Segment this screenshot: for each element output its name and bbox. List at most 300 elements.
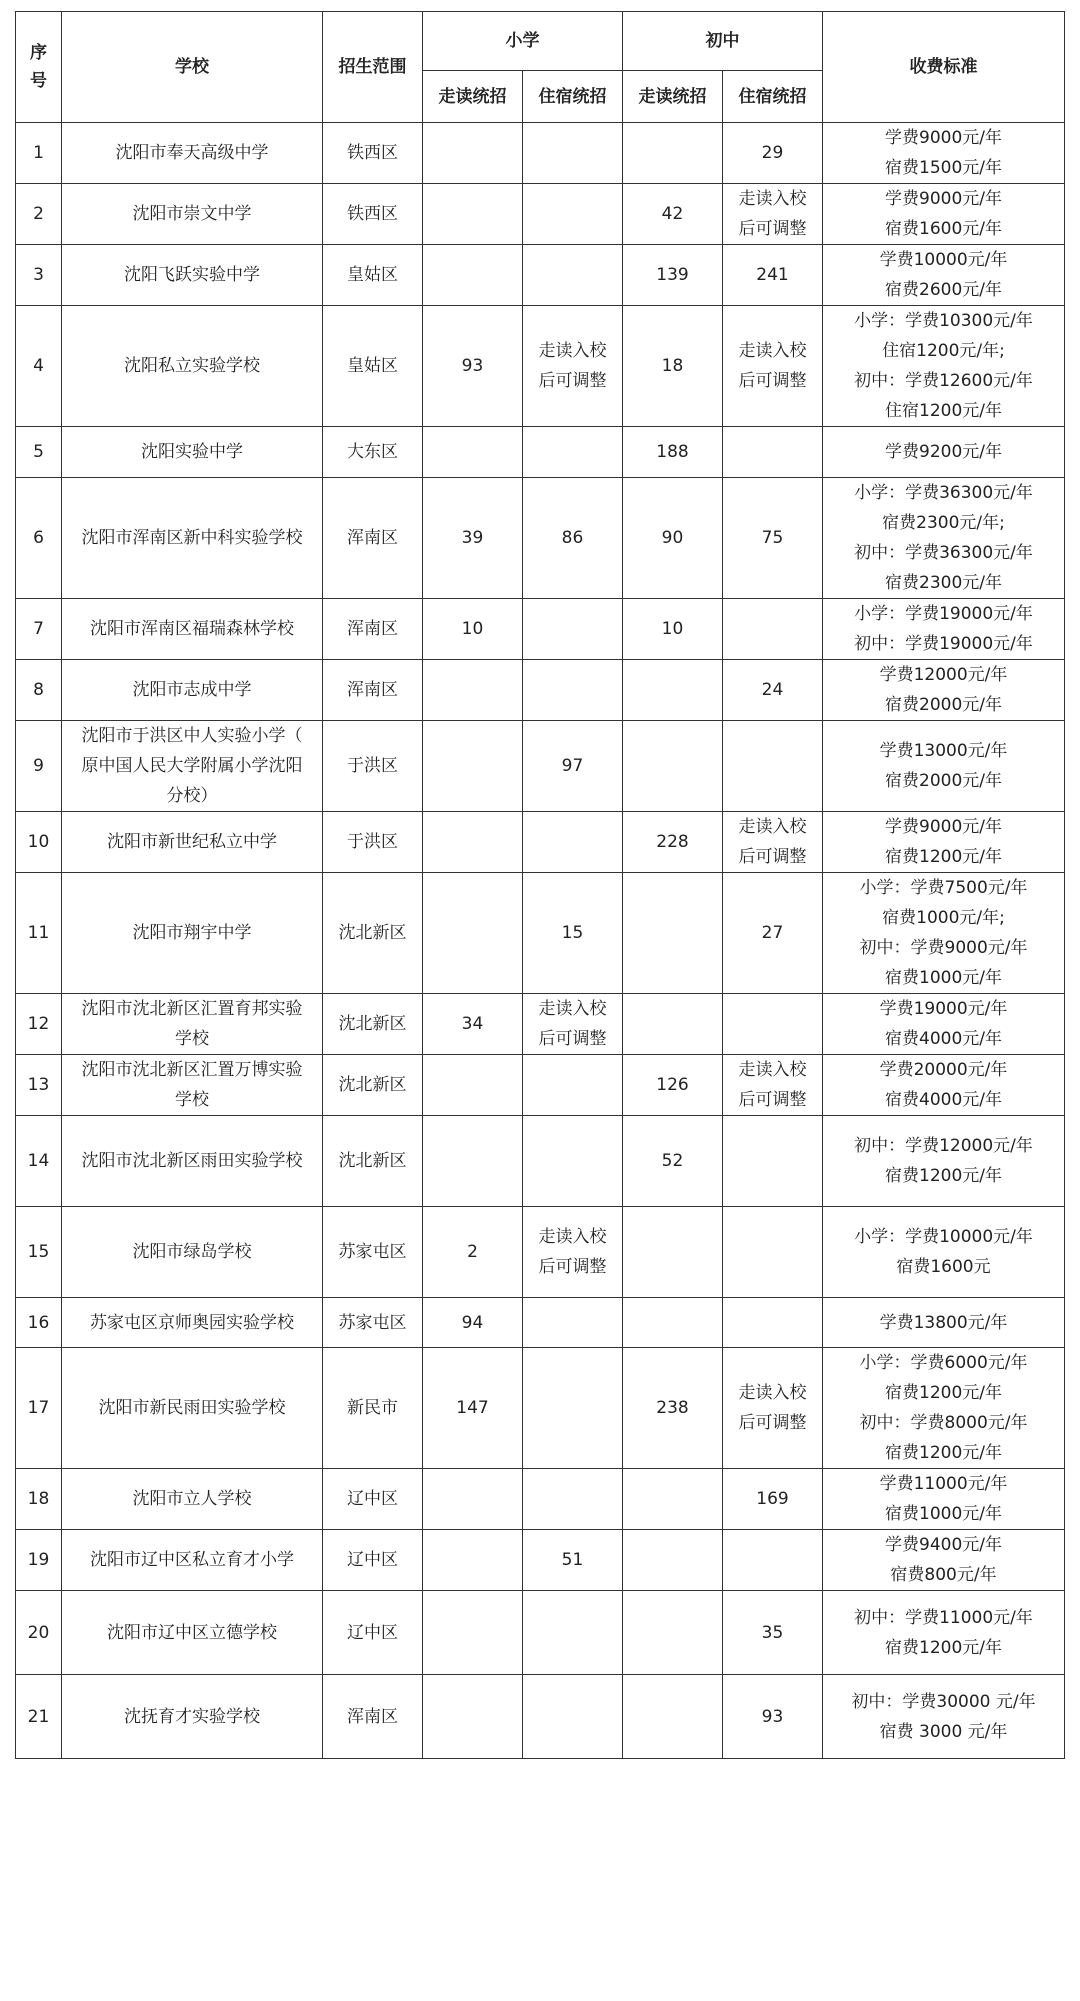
cell-school-line: 沈阳市沈北新区汇置育邦实验 <box>81 999 303 1019</box>
cell-fee-line: 宿费1200元/年 <box>885 1637 1002 1658</box>
cell-fee <box>823 1530 1065 1591</box>
cell-fee-line: 初中：学费8000元/年 <box>859 1413 1028 1433</box>
cell-junior-board-line: 27 <box>761 923 784 943</box>
cell-primary-walk <box>423 1055 523 1116</box>
cell-primary-board-line: 后可调整 <box>538 1029 607 1049</box>
cell-junior-board <box>723 245 823 306</box>
cell-junior-walk-line: 52 <box>661 1151 684 1171</box>
cell-junior-walk <box>623 873 723 994</box>
cell-fee <box>823 812 1065 873</box>
cell-school-line: 沈阳市绿岛学校 <box>132 1242 252 1262</box>
table-row <box>16 1591 1065 1675</box>
cell-fee-line: 宿费2000元/年 <box>885 695 1002 715</box>
cell-junior-walk <box>623 1298 723 1348</box>
cell-fee-line: 住宿1200元/年 <box>885 401 1002 421</box>
cell-fee-line: 小学：学费10000元/年 <box>854 1227 1033 1247</box>
cell-primary-board <box>523 1055 623 1116</box>
cell-junior-walk-line: 10 <box>661 619 684 639</box>
cell-range: 沈北新区 <box>323 1055 423 1116</box>
cell-junior-board-line: 24 <box>761 680 784 700</box>
table-row <box>16 873 1065 994</box>
cell-primary-board <box>523 1298 623 1348</box>
cell-range: 大东区 <box>323 427 423 478</box>
cell-primary-walk <box>423 660 523 721</box>
cell-junior-board <box>723 306 823 427</box>
cell-junior-board-line: 走读入校 <box>738 189 807 209</box>
cell-junior-walk <box>623 1530 723 1591</box>
cell-school-line: 沈阳飞跃实验中学 <box>124 265 260 285</box>
table-row <box>16 427 1065 478</box>
cell-junior-board <box>723 1116 823 1207</box>
cell-school <box>62 873 323 994</box>
cell-seq: 1 <box>16 123 62 184</box>
cell-school <box>62 812 323 873</box>
cell-school <box>62 1055 323 1116</box>
cell-fee-line: 宿费1200元/年 <box>885 847 1002 867</box>
cell-fee-line: 宿费2600元/年 <box>885 280 1002 300</box>
cell-junior-board-line: 走读入校 <box>738 817 807 837</box>
cell-fee <box>823 1207 1065 1298</box>
cell-junior-board <box>723 994 823 1055</box>
cell-primary-board <box>523 994 623 1055</box>
cell-seq: 14 <box>16 1116 62 1207</box>
cell-fee <box>823 123 1065 184</box>
cell-fee-line: 学费9000元/年 <box>885 128 1002 148</box>
cell-primary-board-line: 15 <box>561 923 584 943</box>
cell-junior-walk <box>623 994 723 1055</box>
cell-school <box>62 1116 323 1207</box>
cell-fee-line: 宿费1000元/年; <box>882 908 1005 928</box>
cell-junior-board-line: 169 <box>756 1489 789 1509</box>
cell-junior-board-line: 后可调整 <box>738 371 807 391</box>
cell-primary-board <box>523 660 623 721</box>
cell-junior-walk-line: 126 <box>656 1075 689 1095</box>
cell-school-line: 沈阳市辽中区私立育才小学 <box>90 1550 294 1570</box>
cell-fee-line: 宿费 3000 元/年 <box>879 1721 1008 1742</box>
cell-fee-line: 宿费1600元/年 <box>885 219 1002 239</box>
table-row <box>16 994 1065 1055</box>
table-row <box>16 812 1065 873</box>
table-row <box>16 1116 1065 1207</box>
cell-school-line: 沈阳市崇文中学 <box>132 204 252 224</box>
cell-seq: 9 <box>16 721 62 812</box>
cell-junior-board <box>723 1530 823 1591</box>
cell-school-line: 沈阳市沈北新区雨田实验学校 <box>81 1151 303 1171</box>
cell-junior-walk <box>623 1469 723 1530</box>
table-row <box>16 123 1065 184</box>
cell-range: 苏家屯区 <box>323 1298 423 1348</box>
cell-fee-line: 小学：学费36300元/年 <box>854 483 1033 503</box>
cell-range: 新民市 <box>323 1348 423 1469</box>
cell-fee-line: 住宿1200元/年; <box>882 341 1005 361</box>
cell-range: 皇姑区 <box>323 245 423 306</box>
cell-school <box>62 184 323 245</box>
cell-fee-line: 宿费1200元/年 <box>885 1383 1002 1403</box>
cell-junior-walk-line: 228 <box>656 832 689 852</box>
cell-junior-board <box>723 873 823 994</box>
cell-school <box>62 427 323 478</box>
cell-primary-walk-line: 2 <box>467 1242 478 1262</box>
cell-fee <box>823 660 1065 721</box>
cell-primary-board <box>523 812 623 873</box>
cell-fee-line: 小学：学费6000元/年 <box>859 1353 1028 1373</box>
cell-primary-board <box>523 1348 623 1469</box>
cell-junior-board <box>723 427 823 478</box>
cell-junior-walk-line: 90 <box>661 528 684 548</box>
cell-school <box>62 994 323 1055</box>
cell-school-line: 沈阳市于洪区中人实验小学（ <box>81 726 303 746</box>
cell-junior-board-line: 241 <box>756 265 789 285</box>
cell-primary-board-line: 走读入校 <box>538 999 607 1019</box>
cell-fee <box>823 1298 1065 1348</box>
cell-primary-walk <box>423 184 523 245</box>
cell-seq: 15 <box>16 1207 62 1298</box>
cell-school <box>62 478 323 599</box>
cell-fee <box>823 427 1065 478</box>
cell-fee-line: 学费12000元/年 <box>879 665 1008 685</box>
cell-fee-line: 宿费4000元/年 <box>885 1090 1002 1110</box>
header-range: 招生范围 <box>323 12 423 123</box>
cell-range: 沈北新区 <box>323 994 423 1055</box>
cell-fee-line: 宿费1200元/年 <box>885 1166 1002 1186</box>
cell-junior-board-line: 走读入校 <box>738 341 807 361</box>
table-row <box>16 306 1065 427</box>
table-row <box>16 1348 1065 1469</box>
cell-school-line: 沈阳市浑南区新中科实验学校 <box>81 528 303 548</box>
cell-primary-board <box>523 1469 623 1530</box>
cell-primary-board <box>523 245 623 306</box>
cell-school-line: 分校） <box>166 786 218 806</box>
cell-school <box>62 245 323 306</box>
cell-junior-walk <box>623 721 723 812</box>
cell-primary-board-line: 走读入校 <box>538 1227 607 1247</box>
cell-seq: 3 <box>16 245 62 306</box>
cell-range: 辽中区 <box>323 1530 423 1591</box>
cell-seq: 18 <box>16 1469 62 1530</box>
cell-junior-walk <box>623 245 723 306</box>
cell-fee <box>823 184 1065 245</box>
cell-fee-line: 初中：学费36300元/年 <box>854 543 1033 563</box>
cell-fee-line: 宿费1000元/年 <box>885 1504 1002 1524</box>
cell-junior-board <box>723 1591 823 1675</box>
cell-seq: 11 <box>16 873 62 994</box>
cell-primary-walk <box>423 478 523 599</box>
cell-junior-board <box>723 721 823 812</box>
cell-fee <box>823 599 1065 660</box>
table-row <box>16 599 1065 660</box>
cell-school <box>62 1591 323 1675</box>
cell-school <box>62 660 323 721</box>
table-row <box>16 1469 1065 1530</box>
cell-school-line: 沈阳私立实验学校 <box>124 356 260 376</box>
cell-junior-walk-line: 139 <box>656 265 689 285</box>
cell-seq: 12 <box>16 994 62 1055</box>
cell-fee <box>823 1348 1065 1469</box>
header-primary-board: 住宿统招 <box>523 71 623 123</box>
cell-fee-line: 宿费1000元/年 <box>885 968 1002 988</box>
cell-fee <box>823 721 1065 812</box>
cell-range: 铁西区 <box>323 184 423 245</box>
cell-junior-walk <box>623 123 723 184</box>
cell-fee <box>823 245 1065 306</box>
cell-junior-board <box>723 812 823 873</box>
cell-junior-walk <box>623 1207 723 1298</box>
cell-primary-walk <box>423 1675 523 1759</box>
cell-junior-board-line: 后可调整 <box>738 1090 807 1110</box>
cell-primary-board <box>523 721 623 812</box>
cell-junior-board-line: 走读入校 <box>738 1060 807 1080</box>
cell-primary-walk-line: 147 <box>456 1398 489 1418</box>
cell-primary-board <box>523 1207 623 1298</box>
cell-primary-board <box>523 123 623 184</box>
header-junior: 初中 <box>623 12 823 71</box>
cell-junior-board <box>723 1469 823 1530</box>
table-row <box>16 1298 1065 1348</box>
cell-junior-board-line: 35 <box>761 1622 784 1643</box>
cell-junior-walk <box>623 306 723 427</box>
cell-junior-walk <box>623 812 723 873</box>
cell-seq: 21 <box>16 1675 62 1759</box>
cell-primary-walk <box>423 1530 523 1591</box>
cell-school-line: 苏家屯区京师奥园实验学校 <box>90 1312 294 1333</box>
cell-fee <box>823 1055 1065 1116</box>
cell-primary-board-line: 走读入校 <box>538 341 607 361</box>
cell-primary-walk <box>423 721 523 812</box>
table-row <box>16 1675 1065 1759</box>
table-row <box>16 184 1065 245</box>
cell-fee-line: 初中：学费12600元/年 <box>854 371 1033 391</box>
cell-school-line: 沈阳市浑南区福瑞森林学校 <box>90 619 294 639</box>
cell-fee-line: 初中：学费11000元/年 <box>854 1607 1033 1628</box>
cell-fee-line: 学费9200元/年 <box>885 442 1002 462</box>
cell-primary-walk <box>423 427 523 478</box>
cell-primary-board-line: 86 <box>561 528 584 548</box>
cell-junior-walk <box>623 1055 723 1116</box>
cell-junior-walk <box>623 660 723 721</box>
cell-fee-line: 学费13800元/年 <box>879 1312 1008 1333</box>
header-fee: 收费标准 <box>823 12 1065 123</box>
cell-school <box>62 1298 323 1348</box>
cell-seq: 19 <box>16 1530 62 1591</box>
cell-junior-walk <box>623 478 723 599</box>
cell-fee <box>823 1116 1065 1207</box>
cell-school-line: 沈阳市新世纪私立中学 <box>107 832 277 852</box>
cell-primary-walk <box>423 306 523 427</box>
cell-primary-walk <box>423 1116 523 1207</box>
cell-fee <box>823 306 1065 427</box>
cell-primary-board <box>523 1116 623 1207</box>
cell-junior-board-line: 走读入校 <box>738 1383 807 1403</box>
cell-school <box>62 1207 323 1298</box>
cell-junior-walk <box>623 1348 723 1469</box>
cell-range: 皇姑区 <box>323 306 423 427</box>
cell-primary-walk <box>423 1469 523 1530</box>
cell-primary-board <box>523 478 623 599</box>
cell-school-line: 学校 <box>175 1090 209 1110</box>
cell-fee-line: 学费9000元/年 <box>885 817 1002 837</box>
header-primary: 小学 <box>423 12 623 71</box>
cell-fee-line: 宿费800元/年 <box>890 1565 997 1585</box>
cell-fee-line: 初中：学费19000元/年 <box>854 634 1033 654</box>
cell-primary-walk <box>423 1298 523 1348</box>
cell-school-line: 沈阳市立人学校 <box>132 1489 252 1509</box>
cell-school-line: 学校 <box>175 1029 209 1049</box>
cell-fee <box>823 873 1065 994</box>
table-row <box>16 1207 1065 1298</box>
cell-fee <box>823 994 1065 1055</box>
cell-primary-walk-line: 34 <box>461 1014 484 1034</box>
cell-junior-board-line: 后可调整 <box>738 1413 807 1433</box>
cell-school <box>62 1348 323 1469</box>
cell-school-line: 沈阳市新民雨田实验学校 <box>98 1398 286 1418</box>
cell-fee-line: 初中：学费12000元/年 <box>854 1136 1033 1156</box>
table-row <box>16 1530 1065 1591</box>
cell-junior-board-line: 后可调整 <box>738 219 807 239</box>
cell-range: 浑南区 <box>323 1675 423 1759</box>
cell-fee-line: 小学：学费10300元/年 <box>854 311 1033 331</box>
cell-school-line: 原中国人民大学附属小学沈阳 <box>81 756 303 776</box>
header-seq: 序号 <box>16 12 62 123</box>
cell-junior-board <box>723 478 823 599</box>
cell-primary-walk <box>423 1591 523 1675</box>
cell-junior-walk <box>623 184 723 245</box>
cell-range: 铁西区 <box>323 123 423 184</box>
cell-school-line: 沈阳实验中学 <box>141 442 243 462</box>
cell-fee-line: 学费13000元/年 <box>879 741 1008 761</box>
header-primary-walk: 走读统招 <box>423 71 523 123</box>
cell-fee-line: 学费10000元/年 <box>879 250 1008 270</box>
cell-fee-line: 小学：学费19000元/年 <box>854 604 1033 624</box>
cell-seq: 16 <box>16 1298 62 1348</box>
cell-junior-walk-line: 188 <box>656 442 689 462</box>
header-row-top <box>16 12 1065 71</box>
cell-primary-board <box>523 306 623 427</box>
cell-range: 于洪区 <box>323 721 423 812</box>
header-junior-board: 住宿统招 <box>723 71 823 123</box>
cell-primary-board <box>523 599 623 660</box>
cell-primary-board <box>523 427 623 478</box>
cell-primary-walk-line: 39 <box>461 528 484 548</box>
cell-fee-line: 宿费2300元/年; <box>882 513 1005 533</box>
cell-primary-walk <box>423 1348 523 1469</box>
cell-fee-line: 宿费4000元/年 <box>885 1029 1002 1049</box>
cell-primary-board <box>523 1530 623 1591</box>
cell-school-line: 沈阳市奉天高级中学 <box>115 143 269 163</box>
cell-junior-board-line: 93 <box>761 1706 784 1727</box>
cell-fee <box>823 1675 1065 1759</box>
cell-junior-walk <box>623 1116 723 1207</box>
cell-seq: 13 <box>16 1055 62 1116</box>
cell-primary-walk <box>423 123 523 184</box>
cell-fee <box>823 1469 1065 1530</box>
cell-primary-walk <box>423 599 523 660</box>
cell-junior-board-line: 后可调整 <box>738 847 807 867</box>
cell-primary-walk <box>423 994 523 1055</box>
cell-primary-board <box>523 1591 623 1675</box>
table-row <box>16 1055 1065 1116</box>
cell-junior-board-line: 29 <box>761 143 784 163</box>
cell-junior-board <box>723 1298 823 1348</box>
cell-junior-walk-line: 238 <box>656 1398 689 1418</box>
cell-junior-walk <box>623 599 723 660</box>
cell-primary-board-line: 后可调整 <box>538 1257 607 1277</box>
cell-range: 辽中区 <box>323 1469 423 1530</box>
cell-primary-walk <box>423 1207 523 1298</box>
cell-school-line: 沈抚育才实验学校 <box>124 1706 260 1727</box>
cell-range: 浑南区 <box>323 660 423 721</box>
cell-junior-walk-line: 18 <box>661 356 684 376</box>
cell-junior-walk <box>623 1591 723 1675</box>
cell-fee-line: 宿费1600元 <box>896 1257 991 1277</box>
cell-primary-walk <box>423 245 523 306</box>
cell-junior-board <box>723 1675 823 1759</box>
cell-seq: 17 <box>16 1348 62 1469</box>
cell-range: 浑南区 <box>323 478 423 599</box>
cell-seq: 20 <box>16 1591 62 1675</box>
cell-school-line: 沈阳市沈北新区汇置万博实验 <box>81 1060 303 1080</box>
cell-junior-board <box>723 123 823 184</box>
cell-fee-line: 学费20000元/年 <box>879 1060 1008 1080</box>
cell-school <box>62 721 323 812</box>
cell-junior-board <box>723 1348 823 1469</box>
cell-seq: 8 <box>16 660 62 721</box>
cell-fee-line: 学费19000元/年 <box>879 999 1008 1019</box>
cell-fee-line: 小学：学费7500元/年 <box>859 878 1028 898</box>
header-junior-walk: 走读统招 <box>623 71 723 123</box>
table-row <box>16 721 1065 812</box>
cell-range: 浑南区 <box>323 599 423 660</box>
cell-primary-board-line: 51 <box>561 1550 584 1570</box>
cell-school <box>62 306 323 427</box>
cell-range: 苏家屯区 <box>323 1207 423 1298</box>
cell-fee-line: 学费9000元/年 <box>885 189 1002 209</box>
table-body <box>16 123 1065 1759</box>
cell-school <box>62 1530 323 1591</box>
cell-primary-walk <box>423 812 523 873</box>
cell-fee <box>823 478 1065 599</box>
cell-seq: 5 <box>16 427 62 478</box>
cell-school-line: 沈阳市辽中区立德学校 <box>107 1622 277 1643</box>
cell-junior-board <box>723 184 823 245</box>
cell-primary-board-line: 后可调整 <box>538 371 607 391</box>
cell-fee-line: 宿费2000元/年 <box>885 771 1002 791</box>
cell-school <box>62 1469 323 1530</box>
cell-fee-line: 宿费1200元/年 <box>885 1443 1002 1463</box>
cell-primary-walk-line: 94 <box>461 1312 484 1333</box>
school-fee-table <box>15 11 1065 1759</box>
header-school: 学校 <box>62 12 323 123</box>
cell-fee-line: 初中：学费30000 元/年 <box>851 1691 1036 1712</box>
cell-seq: 2 <box>16 184 62 245</box>
cell-primary-board <box>523 184 623 245</box>
cell-seq: 4 <box>16 306 62 427</box>
cell-range: 沈北新区 <box>323 873 423 994</box>
cell-fee-line: 宿费1500元/年 <box>885 158 1002 178</box>
cell-junior-walk-line: 42 <box>661 204 684 224</box>
cell-junior-walk <box>623 1675 723 1759</box>
cell-primary-board <box>523 873 623 994</box>
cell-junior-walk <box>623 427 723 478</box>
cell-primary-board-line: 97 <box>561 756 584 776</box>
cell-primary-walk-line: 93 <box>461 356 484 376</box>
cell-fee-line: 学费9400元/年 <box>885 1535 1002 1555</box>
cell-primary-board <box>523 1675 623 1759</box>
cell-school <box>62 1675 323 1759</box>
cell-fee-line: 初中：学费9000元/年 <box>859 938 1028 958</box>
cell-range: 于洪区 <box>323 812 423 873</box>
cell-seq: 10 <box>16 812 62 873</box>
cell-junior-board <box>723 1207 823 1298</box>
